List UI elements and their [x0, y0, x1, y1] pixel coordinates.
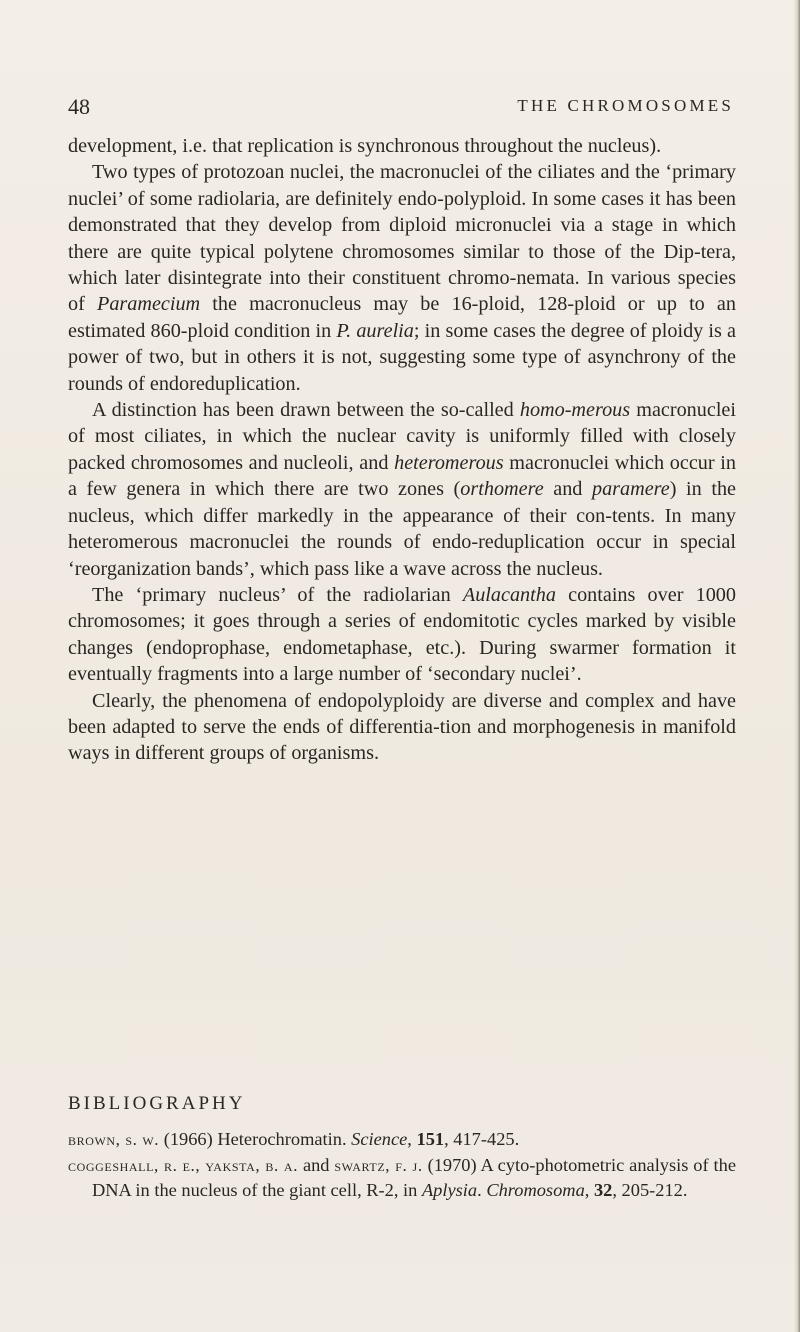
- paragraph-3-text-c: macronuclei which occur in a few genera in which there are two zones (: [68, 451, 737, 501]
- bibliography-heading: BIBLIOGRAPHY: [68, 1093, 246, 1114]
- page-number: 48: [68, 94, 90, 119]
- reference-genus: Aplysia: [421, 1180, 478, 1200]
- genus-paramecium: Paramecium: [96, 293, 201, 316]
- running-header: [68, 94, 734, 124]
- paragraph-4: [68, 582, 736, 688]
- term-heteromerous: heteromerous: [394, 451, 504, 474]
- reference-coggeshall-1970: [68, 1153, 736, 1204]
- reference-volume: 151: [416, 1129, 445, 1149]
- paragraph-2: [68, 159, 736, 397]
- paragraph-2-text-a: Two types of protozoan nuclei, the macronuclei of the ciliates and the ‘primary nuclei’ of some radiolaria, are definitely endo-polyploid. In some cases it has been demonstrated that they develop from diploid micronuclei via a stage in which there are quite typical polytene chromosomes similar to those of the Dip-tera, which later disintegrate into their constituent chromo-nemata. In various species of: [68, 161, 736, 316]
- paragraph-3: [68, 397, 736, 582]
- reference-journal: Science: [351, 1129, 408, 1149]
- reference-punct: .: [477, 1180, 487, 1200]
- paragraph-2-text-b: the macronucleus may be 16-ploid, 128-ploid or up to an estimated 860-ploid condition in: [68, 293, 736, 342]
- reference-journal: Chromosoma: [486, 1180, 585, 1200]
- term-orthomere: orthomere: [460, 478, 544, 501]
- paragraph-3-text-d: and: [543, 478, 592, 501]
- reference-author-last: swartz, f. j.: [334, 1155, 423, 1175]
- reference-volume: 32: [593, 1180, 613, 1200]
- reference-pages: , 205-212.: [612, 1180, 688, 1200]
- genus-aulacantha: Aulacantha: [462, 583, 556, 606]
- reference-brown-1966: [68, 1127, 736, 1153]
- reference-authors: coggeshall, r. e., yaksta, b. a.: [68, 1155, 299, 1175]
- reference-title: (1970) A cyto-photometric analysis of the DNA in the nucleus of the giant cell, R-2, in: [92, 1154, 736, 1200]
- running-title: THE CHROMOSOMES: [517, 96, 734, 115]
- reference-separator: ,: [407, 1129, 417, 1149]
- reference-separator: ,: [584, 1180, 594, 1200]
- reference-pages: , 417-425.: [444, 1129, 520, 1149]
- paragraph-3-text-e: ) in the nucleus, which differ markedly in the appearance of their con-tents. In many heteromerous macronuclei the rounds of endo-reduplication occur in special ‘reorganization bands’, which pass like a wave across the nucleus.: [68, 478, 736, 580]
- paragraph-3-text-b: macronuclei of most ciliates, in which the nuclear cavity is uniformly filled with closely packed chromosomes and nucleoli, and: [68, 399, 737, 474]
- reference-title: (1966) Heterochromatin.: [159, 1129, 352, 1149]
- term-paramere: paramere: [591, 478, 670, 501]
- bibliography-section: [68, 1093, 736, 1204]
- paragraph-5-text: Clearly, the phenomena of endopolyploidy are diverse and complex and have been adapted to serve the ends of differentia-tion and morphogenesis in manifold ways in different groups of organisms.: [68, 689, 736, 765]
- reference-author: brown, s. w.: [68, 1130, 160, 1149]
- species-p-aurelia: P. aurelia: [336, 319, 414, 342]
- paragraph-1-text: development, i.e. that replication is synchronous throughout the nucleus).: [68, 135, 662, 157]
- reference-and: and: [298, 1154, 335, 1175]
- paragraph-5: [68, 688, 736, 767]
- paragraph-2-text-c: ; in some cases the degree of ploidy is a power of two, but in others it is not, suggesting some type of asynchrony of the rounds of endoreduplication.: [68, 319, 736, 395]
- page-edge-shadow: [794, 0, 800, 1332]
- paragraph-3-text-a: A distinction has been drawn between the so-called: [92, 399, 520, 422]
- paragraph-1: [68, 133, 736, 159]
- paragraph-4-text-a: The ‘primary nucleus’ of the radiolarian: [92, 583, 463, 606]
- term-homomerous: homo-merous: [519, 399, 631, 422]
- paragraph-4-text-b: contains over 1000 chromosomes; it goes through a series of endomitotic cycles marked by visible changes (endoprophase, endometaphase, etc.). During swarmer formation it eventually fragments into a large number of ‘secondary nuclei’.: [68, 583, 736, 686]
- body-text: [68, 133, 736, 767]
